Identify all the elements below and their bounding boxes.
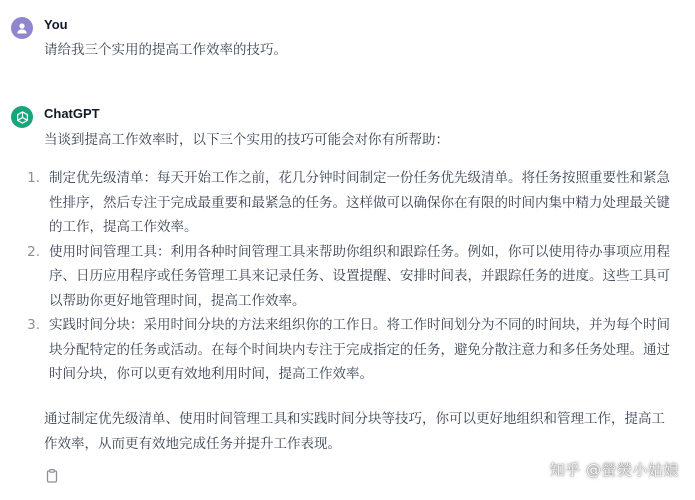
list-item — [20, 240, 670, 314]
user-icon — [15, 21, 29, 35]
list-item-number: 1. — [27, 170, 40, 186]
assistant-author-name: ChatGPT — [44, 106, 100, 121]
user-author-name: You — [44, 17, 68, 32]
assistant-intro-text: 当谈到提高工作效率时，以下三个实用的技巧可能会对你有所帮助： — [44, 132, 449, 148]
list-item-text: 实践时间分块：采用时间分块的方法来组织你的工作日。将工作时间划分为不同的时间块，并为每个时间块分配特定的任务或活动。在每个时间块内专注于完成指定的任务，避免分散注意力和多任务处理。通过时间分块，你可以更有效地利用时间，提高工作效率。 — [49, 317, 670, 382]
tips-list — [20, 166, 670, 387]
list-item-number: 2. — [27, 243, 40, 260]
list-item — [20, 313, 670, 387]
clipboard-icon — [44, 468, 60, 484]
openai-logo-icon — [15, 110, 30, 125]
watermark: 知乎 @螢熒小姑娘 — [549, 461, 679, 479]
user-avatar — [11, 17, 33, 39]
copy-button[interactable] — [44, 468, 60, 484]
assistant-outro-text: 通过制定优先级清单、使用时间管理工具和实践时间分块等技巧，你可以更好地组织和管理工作，提高工作效率，从而更有效地完成任务并提升工作表现。 — [44, 411, 665, 452]
list-item — [20, 166, 670, 240]
list-item-number: 3. — [27, 317, 40, 333]
list-item-text: 制定优先级清单：每天开始工作之前，花几分钟时间制定一份任务优先级清单。将任务按照重要性和紧急性排序，然后专注于完成最重要和最紧急的任务。这样做可以确保你在有限的时间内集中精力处理最关键的工作，提高工作效率。 — [49, 170, 670, 235]
assistant-avatar — [11, 106, 33, 128]
list-item-text: 使用时间管理工具：利用各种时间管理工具来帮助你组织和跟踪任务。例如，你可以使用待办事项应用程序、日历应用程序或任务管理工具来记录任务、设置提醒、安排时间表，并跟踪任务的进度。这些工具可以帮助你更好地管理时间，提高工作效率。 — [49, 243, 670, 309]
user-message-text: 请给我三个实用的提高工作效率的技巧。 — [44, 42, 287, 58]
